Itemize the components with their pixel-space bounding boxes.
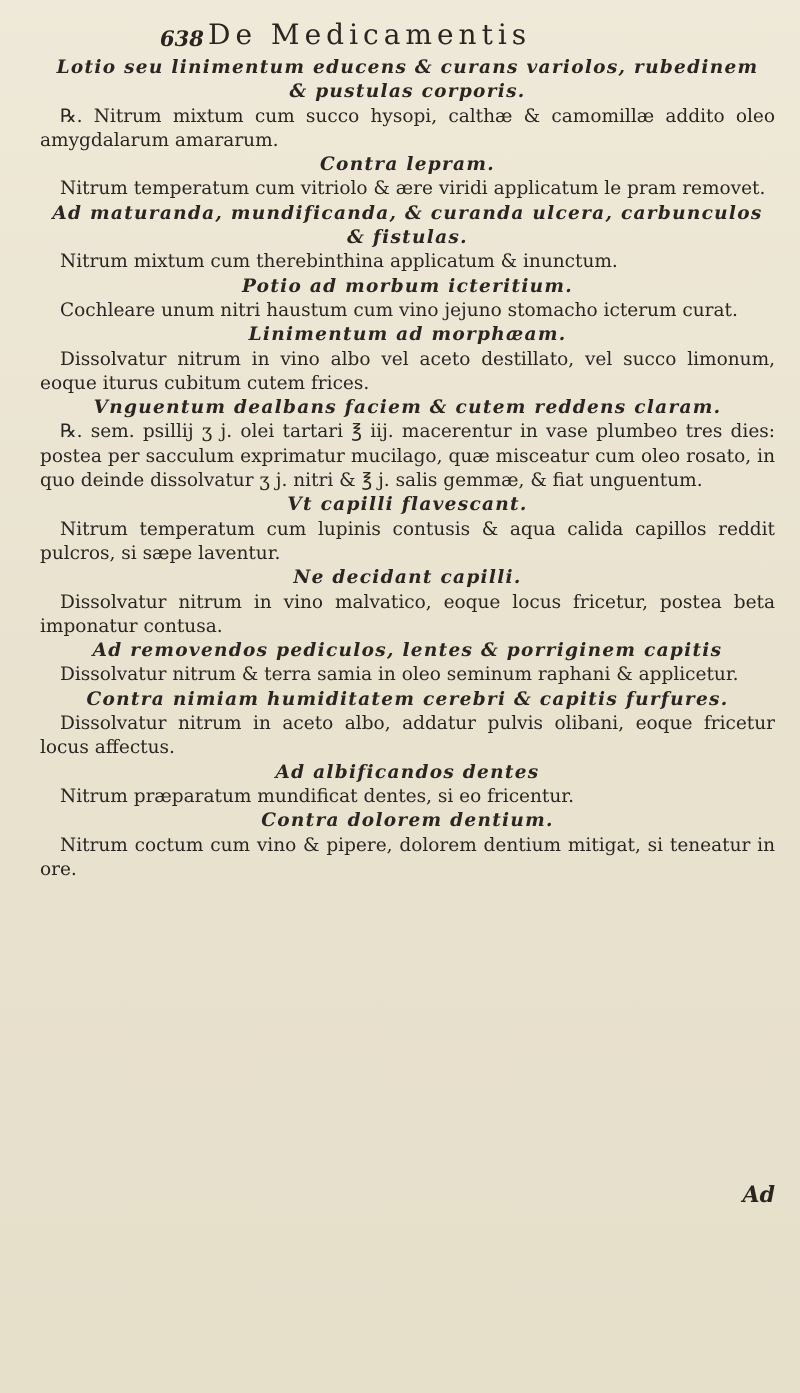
section-heading: Vnguentum dealbans faciem & cutem reddens claram. — [93, 397, 722, 419]
section-heading: Ad removendos pediculos, lentes & porriginem capitis — [92, 640, 723, 662]
paragraph: Nitrum temperatum cum vitriolo & ære viridi applicatum le pram removet. — [60, 178, 766, 200]
body-text — [40, 56, 775, 882]
section-heading: Contra lepram. — [320, 154, 495, 176]
running-head: De Medicamentis — [208, 18, 532, 51]
section-heading: Ad albificandos dentes — [275, 761, 540, 783]
section-heading: Contra dolorem dentium. — [261, 810, 554, 832]
paragraph: ℞. Nitrum mixtum cum succo hysopi, calthæ & camomillæ addito oleo amygdalarum amararum. — [40, 105, 775, 151]
paragraph: Nitrum temperatum cum lupinis contusis & aqua calida capillos reddit pulcros, si sæpe laventur. — [40, 518, 775, 564]
section-heading: Lotio seu linimentum educens & curans variolos, rubedinem & pustulas corporis. — [56, 57, 759, 103]
page-header — [160, 16, 760, 56]
paragraph: Dissolvatur nitrum & terra samia in oleo seminum raphani & applicetur. — [60, 664, 739, 686]
section-heading: Vt capilli flavescant. — [287, 494, 528, 516]
paragraph: Dissolvatur nitrum in aceto albo, addatur pulvis olibani, eoque fricetur locus affectus. — [40, 713, 775, 759]
paragraph: Dissolvatur nitrum in vino malvatico, eoque locus fricetur, postea beta imponatur contusa. — [40, 591, 775, 637]
section-heading: Ad maturanda, mundificanda, & curanda ulcera, carbunculos & fistulas. — [52, 202, 763, 249]
section-heading: Contra nimiam humiditatem cerebri & capitis furfures. — [86, 688, 729, 710]
catchword: Ad — [742, 1182, 775, 1208]
paragraph: Nitrum mixtum cum therebinthina applicatum & inunctum. — [60, 251, 618, 273]
paragraph: Nitrum præparatum mundificat dentes, si eo fricentur. — [60, 785, 574, 807]
section-heading: Potio ad morbum icteritium. — [241, 275, 574, 297]
paragraph: Nitrum coctum cum vino & pipere, dolorem dentium mitigat, si teneatur in ore. — [40, 834, 775, 880]
section-heading: Ne decidant capilli. — [293, 567, 522, 589]
paragraph: ℞. sem. psillij ʒ j. olei tartari ℥ iij. macerentur in vase plumbeo tres dies: postea per sacculum exprimatur mucilago, quæ misceatur cum oleo rosato, in quo deinde dissolvatur ʒ j. nitri & ℥ j. salis gemmæ, & fiat unguentum. — [40, 421, 775, 492]
paragraph: Cochleare unum nitri haustum cum vino jejuno stomacho icterum curat. — [60, 299, 738, 321]
section-heading: Linimentum ad morphæam. — [248, 324, 567, 346]
page-number: 638 — [160, 26, 204, 51]
paragraph: Dissolvatur nitrum in vino albo vel aceto destillato, vel succo limonum, eoque iturus cubitum cutem frices. — [40, 348, 775, 394]
